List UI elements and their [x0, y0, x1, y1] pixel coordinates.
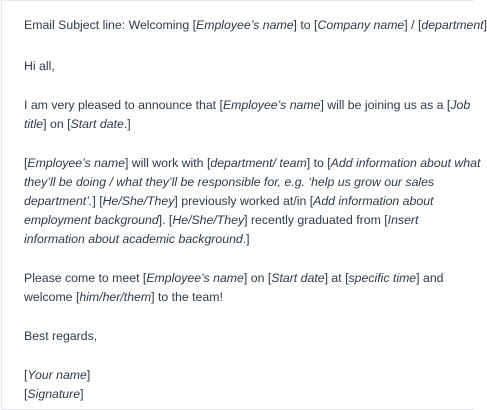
body-text: ] to [ — [306, 156, 331, 170]
body-text: Please come to meet [ — [24, 271, 147, 285]
body-text: ] on [ — [43, 117, 71, 131]
body-text: [ — [24, 368, 28, 382]
subject-prefix: Email Subject line: Welcoming [ — [24, 18, 197, 32]
para2-line1 — [24, 154, 480, 172]
body-text: .] — [242, 232, 250, 246]
placeholder-employment-info: Add information about — [313, 194, 434, 208]
placeholder-job-title: Job — [450, 98, 471, 112]
placeholder-signature: Signature — [27, 387, 81, 401]
body-text: ] will be joining us as a [ — [320, 98, 451, 112]
para2-line5 — [24, 230, 250, 248]
placeholder-job-title: title — [24, 117, 44, 131]
para3-line2 — [24, 288, 223, 306]
subject-text: ] to [ — [293, 18, 318, 32]
body-text: .] — [123, 117, 131, 131]
body-text: ] — [80, 387, 84, 401]
placeholder-role-info: department’. — [24, 194, 93, 208]
placeholder-department-team: department/ team — [210, 156, 307, 170]
placeholder-start-date: Start date — [271, 271, 325, 285]
placeholder-academic-info: information about academic background — [24, 232, 243, 246]
subject-line — [24, 16, 487, 34]
body-text: ] recently graduated from [ — [244, 213, 388, 227]
body-text: ] at [ — [324, 271, 349, 285]
placeholder-academic-info: Insert — [387, 213, 419, 227]
body-text: ] previously worked at/in [ — [174, 194, 314, 208]
placeholder-employee-name: Employee’s name — [196, 18, 294, 32]
body-text: ] [ — [92, 194, 103, 208]
body-text: I am very pleased to announce that [ — [24, 98, 223, 112]
subject-text: ] — [483, 18, 487, 32]
placeholder-start-date: Start date — [70, 117, 124, 131]
para1-line1 — [24, 96, 470, 114]
body-text: ] — [86, 368, 91, 382]
placeholder-pronoun: He/She/They — [172, 213, 245, 227]
signature-name — [24, 366, 90, 384]
placeholder-employee-name: Employee’s name — [27, 156, 125, 170]
para3-line1 — [24, 269, 444, 287]
body-text: [ — [24, 156, 28, 170]
body-text: [ — [24, 387, 28, 401]
body-text: ] will work with [ — [124, 156, 211, 170]
placeholder-your-name: Your name — [27, 368, 87, 382]
para2-line3 — [24, 192, 433, 210]
greeting: Hi all, — [24, 59, 55, 73]
placeholder-employment-info: employment background — [24, 213, 159, 227]
email-template-document — [1, 0, 487, 410]
placeholder-role-info: Add information about what — [330, 156, 481, 170]
body-text: ] and — [416, 271, 444, 285]
signature-line — [24, 385, 83, 403]
body-text: ]. [ — [158, 213, 173, 227]
placeholder-pronoun: He/She/They — [102, 194, 175, 208]
placeholder-department: department — [421, 18, 484, 32]
para2-line2 — [24, 173, 434, 191]
body-text: ] to the team! — [151, 290, 223, 304]
placeholder-company-name: Company name — [317, 18, 405, 32]
subject-text: ] / [ — [404, 18, 422, 32]
body-text: welcome [ — [24, 290, 80, 304]
placeholder-specific-time: specific time — [348, 271, 417, 285]
placeholder-employee-name: Employee’s name — [222, 98, 321, 112]
placeholder-employee-name: Employee’s name — [146, 271, 244, 285]
placeholder-role-info: they’ll be doing / what they’ll be responsible for, e.g. ‘help us grow our sales — [24, 175, 435, 189]
body-text: ] on [ — [243, 271, 272, 285]
closing: Best regards, — [24, 329, 98, 343]
placeholder-pronoun: him/her/them — [79, 290, 152, 304]
para2-line4 — [24, 211, 418, 229]
para1-line2 — [24, 115, 131, 133]
